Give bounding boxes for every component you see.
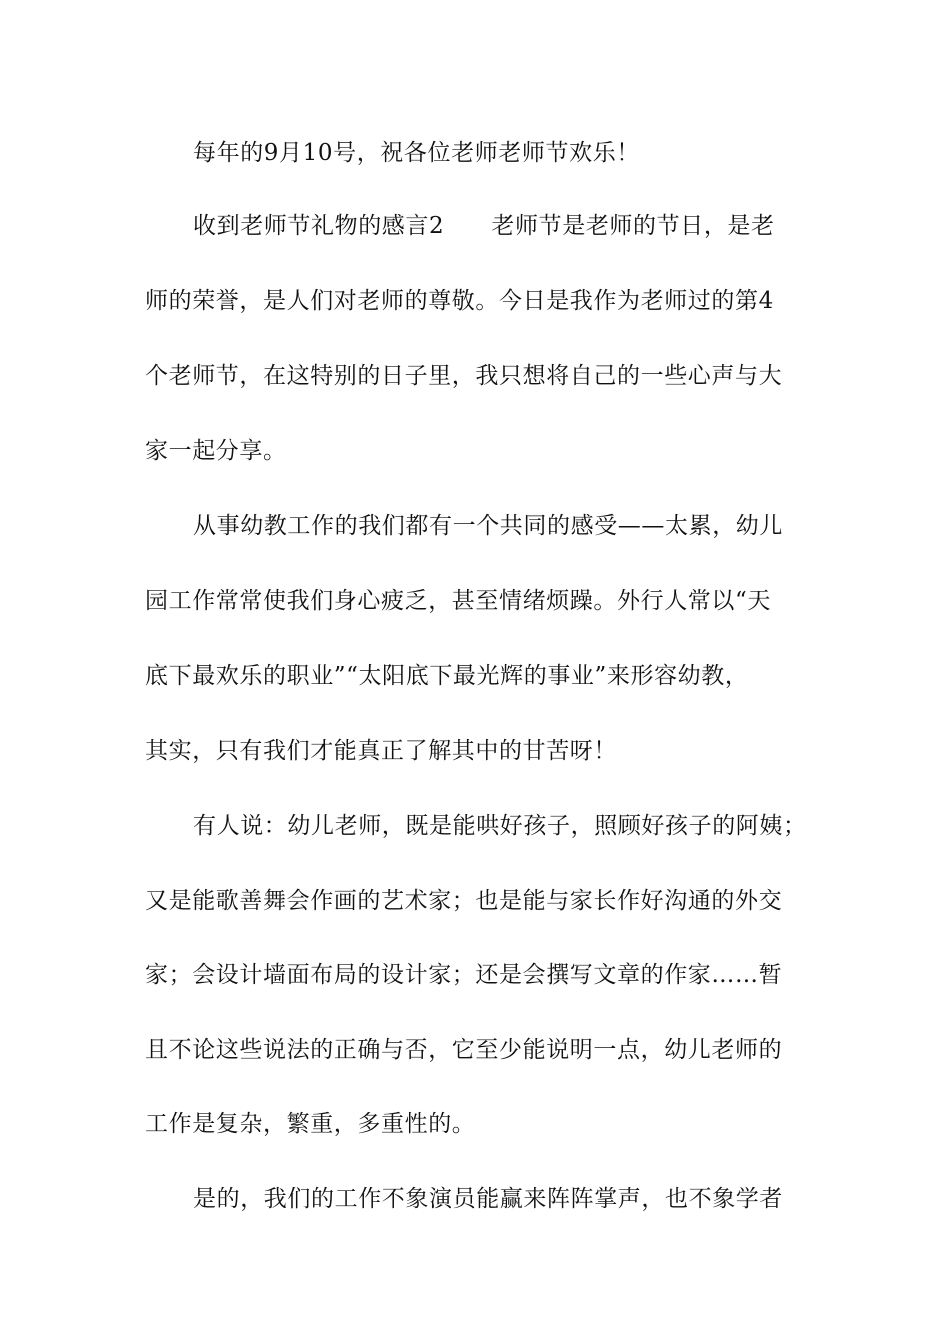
text-line: 收到老师节礼物的感言2 老师节是老师的节日，是老 [193,213,775,239]
text-line: 底下最欢乐的职业”“太阳底下最光辉的事业”来形容幼教， [145,663,749,689]
text-line: 且不论这些说法的正确与否，它至少能说明一点，幼儿老师的 [145,1037,783,1063]
text-line: 是的，我们的工作不象演员能赢来阵阵掌声，也不象学者 [193,1186,783,1212]
text-line: 又是能歌善舞会作画的艺术家；也是能与家长作好沟通的外交 [145,888,783,914]
text-line: 个老师节，在这特别的日子里，我只想将自己的一些心声与大 [145,363,783,389]
text-line: 每年的9月10号，祝各位老师老师节欢乐！ [193,140,640,166]
text-line: 师的荣誉，是人们对老师的尊敬。今日是我作为老师过的第4 [145,288,774,314]
text-line: 家一起分享。 [145,438,287,464]
text-line: 有人说：幼儿老师，既是能哄好孩子，照顾好孩子的阿姨； [193,813,807,839]
text-line: 园工作常常使我们身心疲乏，甚至情绪烦躁。外行人常以“天 [145,588,771,614]
text-line: 从事幼教工作的我们都有一个共同的感受——太累，幼儿 [193,513,783,539]
text-line: 其实，只有我们才能真正了解其中的甘苦呀！ [145,738,617,764]
text-line: 工作是复杂，繁重，多重性的。 [145,1111,476,1137]
text-line: 家；会设计墙面布局的设计家；还是会撰写文章的作家……暂 [145,962,783,988]
